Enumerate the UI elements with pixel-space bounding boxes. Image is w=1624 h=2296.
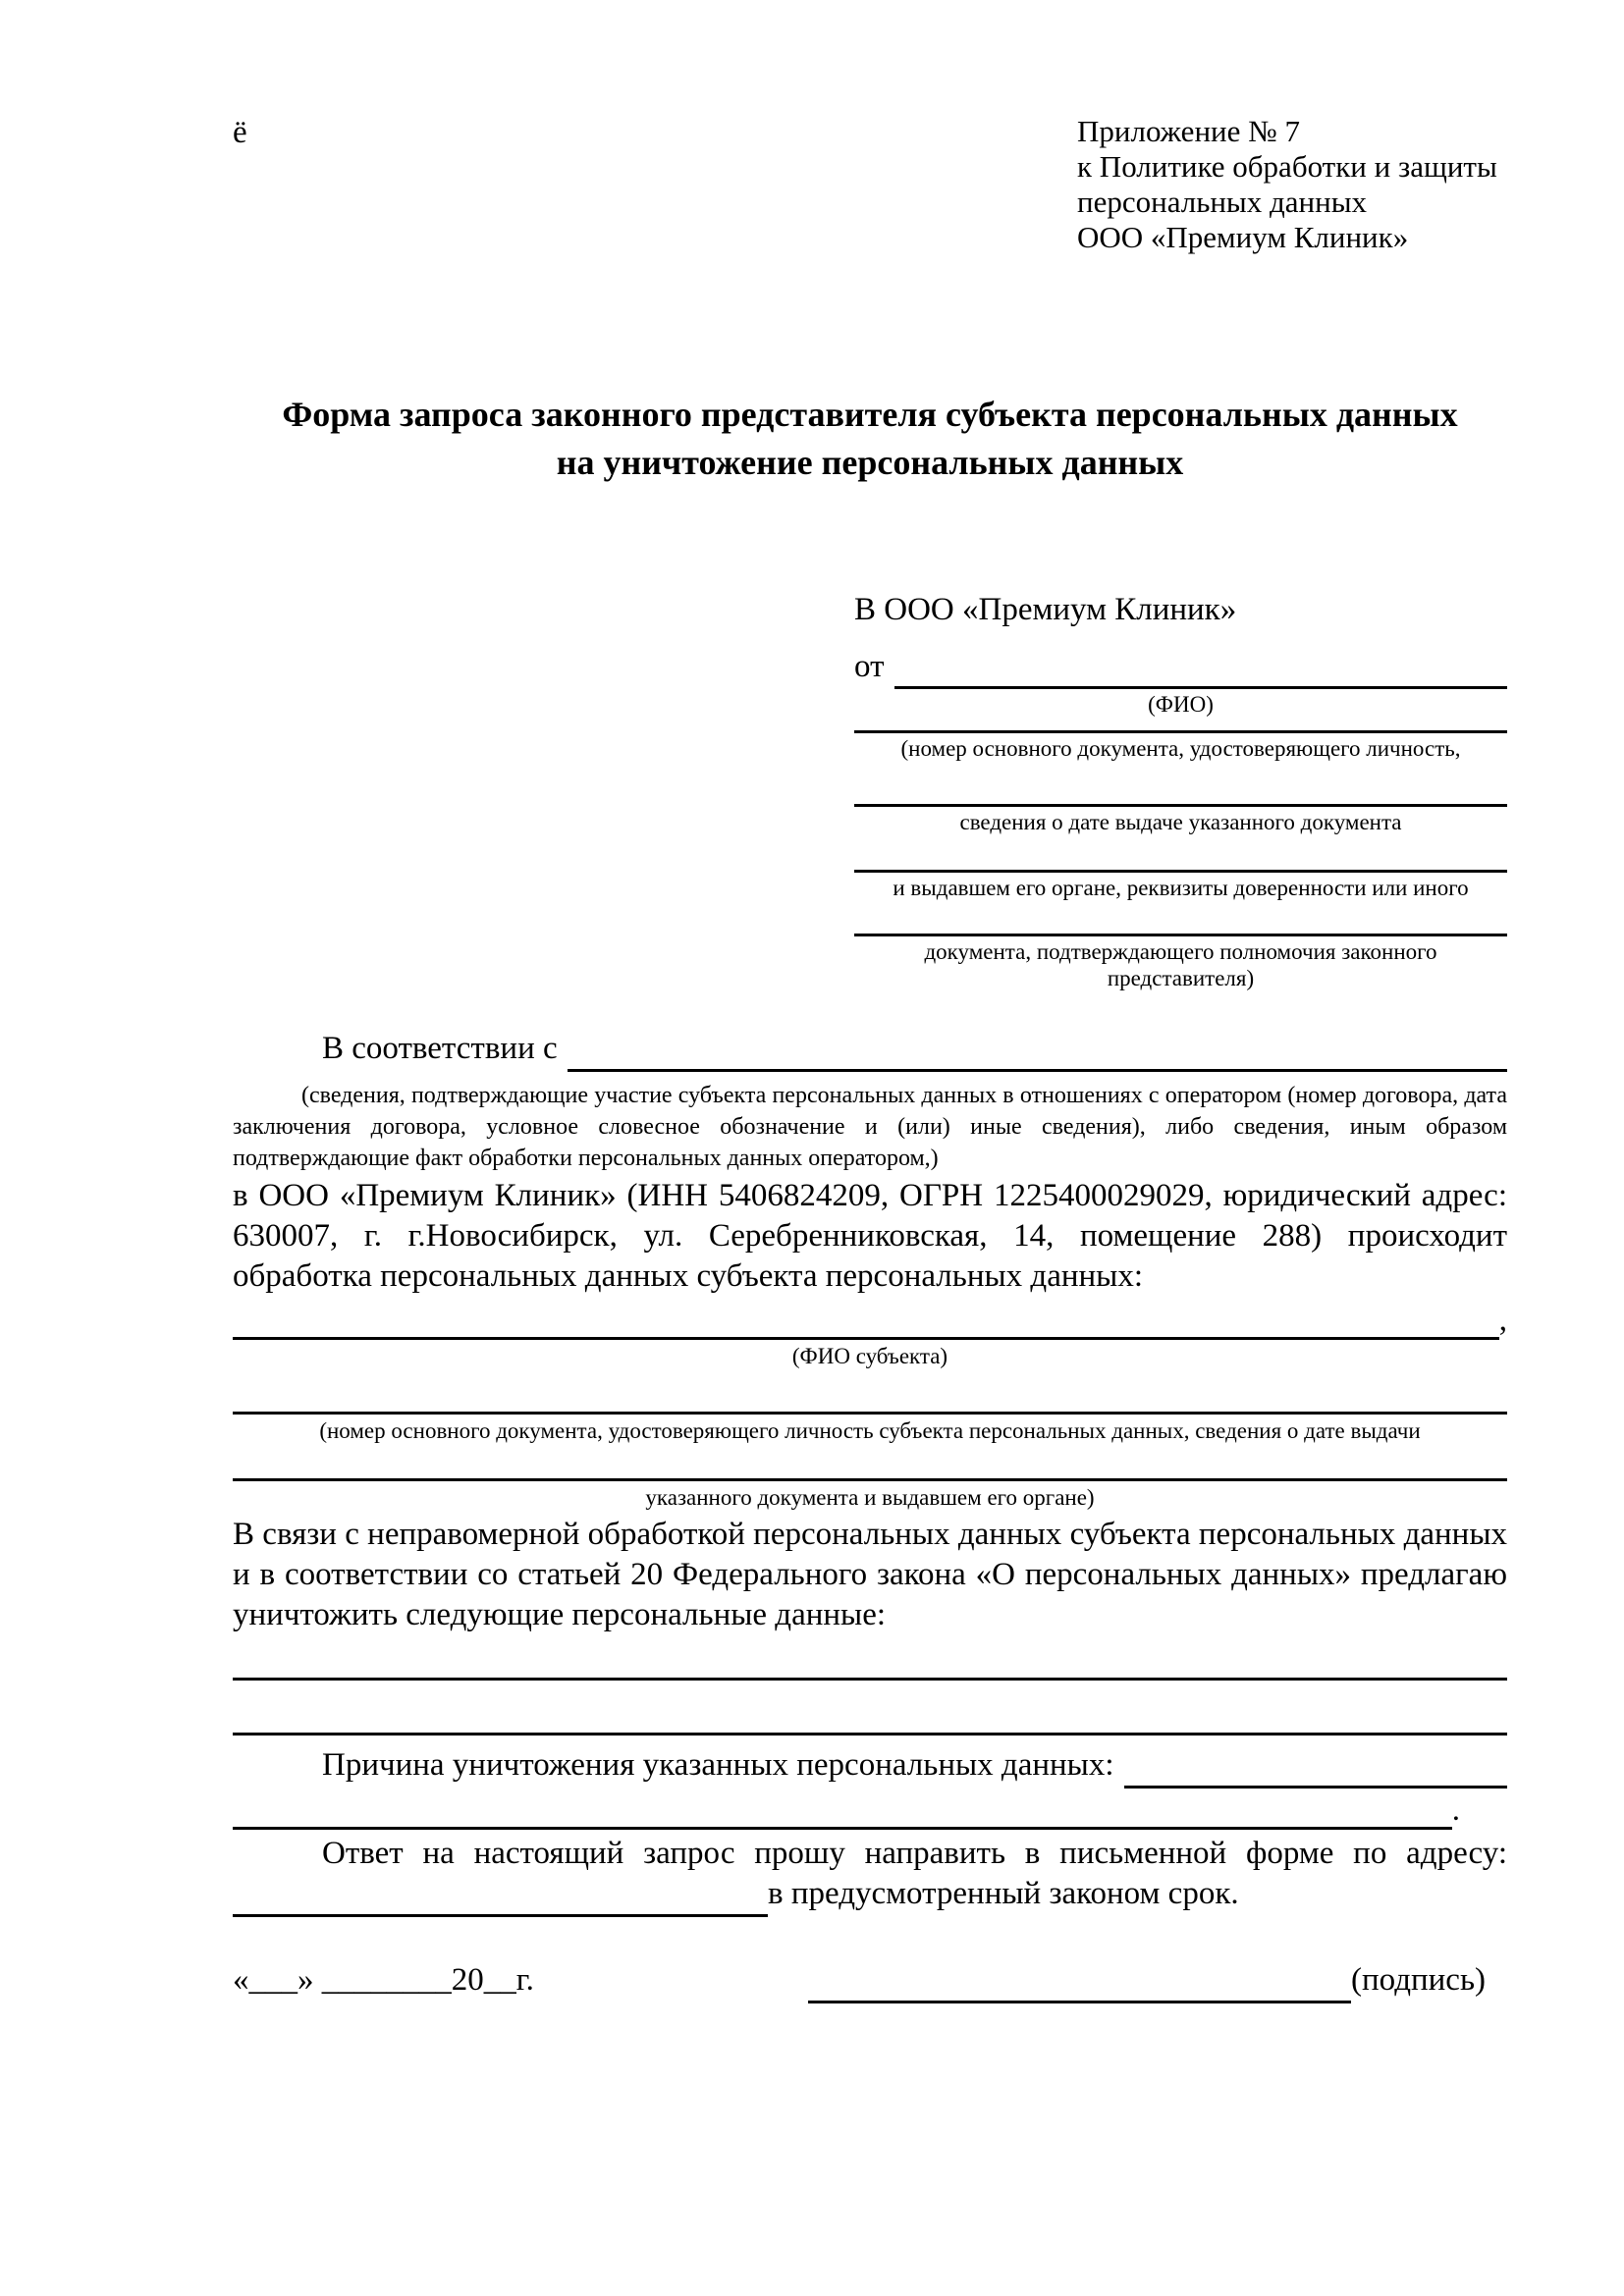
addressee-block: [854, 591, 1507, 991]
subject-document-input-line[interactable]: [233, 1399, 1507, 1415]
subject-line-suffix: ,: [1498, 1303, 1507, 1338]
authority-document-input-line[interactable]: [854, 921, 1507, 936]
accordance-input-line[interactable]: [568, 1031, 1507, 1072]
issue-date-input-line[interactable]: [854, 791, 1507, 807]
form-title-line2: на уничтожение персональных данных: [556, 443, 1184, 482]
reason-line-suffix: .: [1451, 1792, 1460, 1828]
fio-input-line[interactable]: [894, 648, 1508, 689]
field-caption: документа, подтверждающего полномочия законного представителя): [924, 939, 1437, 990]
accordance-label: В соответствии с: [322, 1031, 558, 1066]
subject-document-input-line2[interactable]: [233, 1466, 1507, 1481]
stray-char: ё: [233, 115, 247, 150]
document-number-input-line[interactable]: [854, 718, 1507, 733]
date-blank[interactable]: «___» ________20__г.: [233, 1962, 534, 1998]
subject-fio-input-line[interactable]: [233, 1303, 1499, 1340]
signature-input-line[interactable]: [808, 1962, 1351, 2003]
fio-caption: (ФИО): [1148, 692, 1214, 717]
reason-label: Причина уничтожения указанных персональных данных:: [322, 1747, 1114, 1783]
appendix-line: к Политике обработки и защиты: [1077, 149, 1497, 184]
demand-paragraph: В связи с неправомерной обработкой персональных данных субъекта персональных данных и в соответствии со статьей 20 Федерального закона «О персональных данных» предлагаю уничтожить следующие персональные данные:: [233, 1517, 1507, 1632]
page-header: [233, 0, 1507, 255]
subject-fio-caption: (ФИО субъекта): [791, 1344, 948, 1368]
operator-paragraph: в ООО «Премиум Клиник» (ИНН 5406824209, ОГРН 1225400029029, юридический адрес: 630007, г. г.Новосибирск, ул. Серебренниковская, 14, помещение 288) происходит обработка персональных данных субъекта персональных данных:: [233, 1178, 1507, 1294]
form-title-line1: Форма запроса законного представителя субъекта персональных данных: [282, 395, 1458, 434]
reply-tail-text: в предусмотренный законом срок.: [768, 1876, 1239, 1911]
reply-address-input-line[interactable]: [233, 1876, 768, 1917]
issuing-authority-input-line[interactable]: [854, 857, 1507, 873]
from-label: от: [854, 649, 885, 684]
data-to-destroy-input-line1[interactable]: [233, 1665, 1507, 1681]
subject-doc-caption2: указанного документа и выдавшем его органе): [645, 1485, 1095, 1510]
reason-input-line[interactable]: [1124, 1747, 1507, 1789]
form-title: [233, 391, 1507, 487]
subject-doc-caption: (номер основного документа, удостоверяющего личность субъекта персональных данных, сведения о дате выдачи: [319, 1418, 1421, 1443]
field-caption: и выдавшем его органе, реквизиты доверенности или иного: [893, 876, 1469, 900]
appendix-line: персональных данных: [1077, 185, 1368, 219]
signature-caption: (подпись): [1351, 1962, 1486, 1998]
field-caption: сведения о дате выдаче указанного документа: [959, 810, 1402, 834]
reason-input-line2[interactable]: [233, 1792, 1452, 1830]
field-caption: (номер основного документа, удостоверяющего личность,: [900, 736, 1461, 761]
appendix-block: [1077, 114, 1507, 255]
data-to-destroy-input-line2[interactable]: [233, 1720, 1507, 1735]
appendix-line: ООО «Премиум Клиник»: [1077, 220, 1409, 254]
signature-row: [233, 1962, 1507, 2003]
accordance-note: (сведения, подтверждающие участие субъекта персональных данных в отношениях с оператором (номер договора, дата заключения договора, условное словесное обозначение и (или) иные сведения), либо сведения, иным образом подтверждающие факт обработки персональных данных оператором,): [233, 1083, 1507, 1171]
reply-sentence: Ответ на настоящий запрос прошу направить в письменной форме по адресу:: [322, 1836, 1507, 1871]
addressee-organization: В ООО «Премиум Клиник»: [854, 592, 1237, 627]
appendix-line: Приложение № 7: [1077, 114, 1300, 148]
